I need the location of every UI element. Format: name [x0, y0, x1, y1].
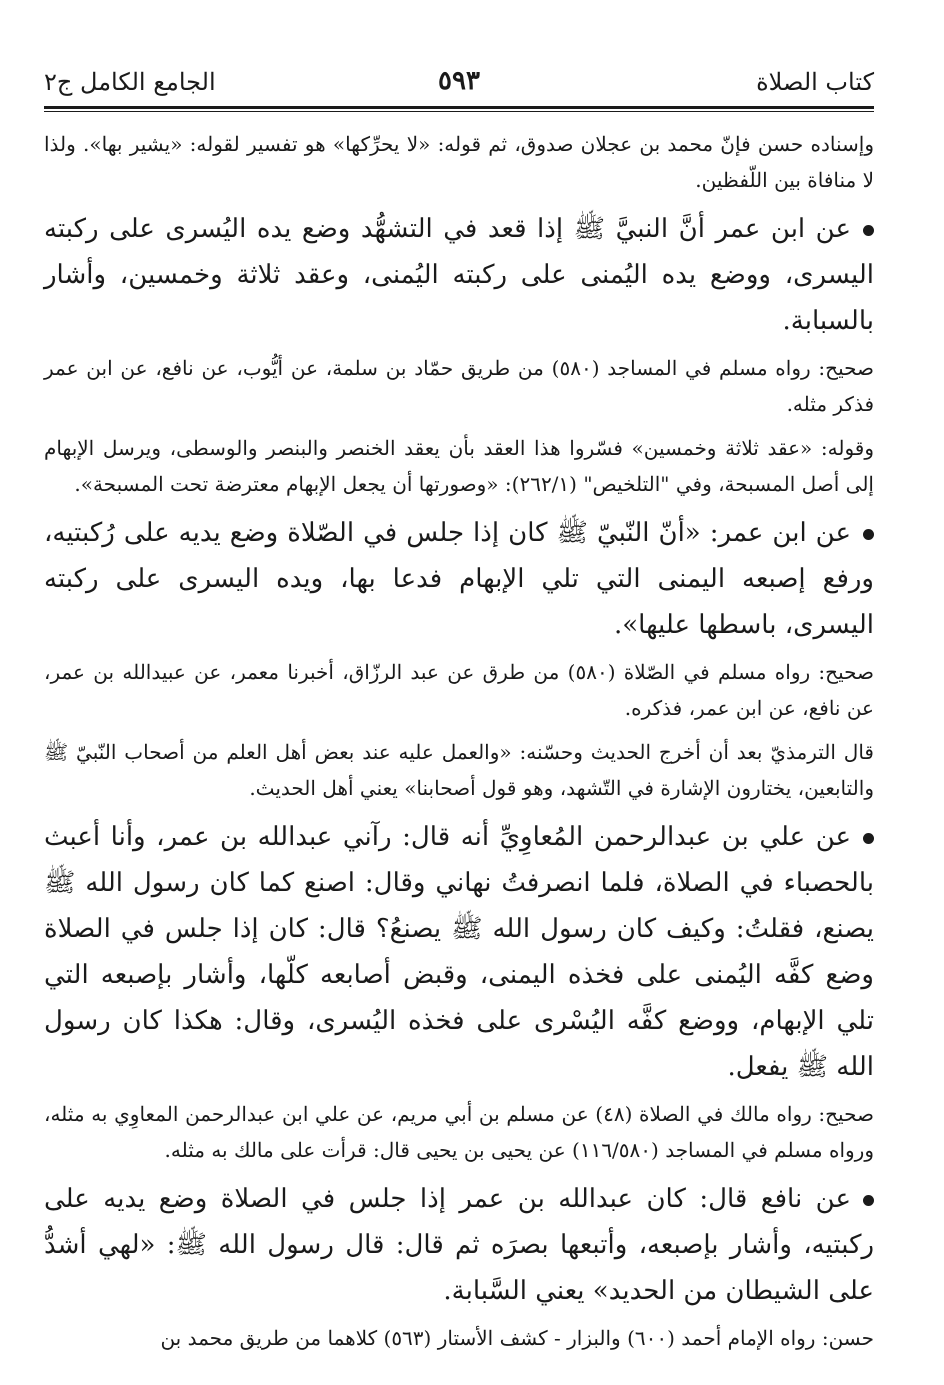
chapter-title: كتاب الصلاة — [756, 68, 874, 96]
header-rule-thin — [44, 111, 874, 112]
commentary-paragraph: حسن: رواه الإمام أحمد (٦٠٠) والبزار - كشف الأستار (٥٦٣) كلاهما من طريق محمد بن — [160, 1326, 874, 1350]
commentary-paragraph: صحيح: رواه مالك في الصلاة (٤٨) عن مسلم بن أبي مريم، عن علي ابن عبدالرحمن المعاوِي به مثله، ورواه مسلم في المساجد (١١٦/٥٨٠) عن يحيى بن يحيى قال: قرأت على مالك به مثله. — [44, 1102, 874, 1162]
bullet-icon — [863, 833, 874, 844]
commentary-paragraph: قال الترمذيّ بعد أن أخرج الحديث وحسّنه: «والعمل عليه عند بعض أهل العلم من أصحاب النّبيّ ﷺ والتابعين، يختارون الإشارة في التّشهد، وهو قول أصحابنا» يعني أهل الحديث. — [44, 740, 874, 800]
hadith-paragraph: عن ابن عمر: «أنّ النّبيّ ﷺ كان إذا جلس في الصّلاة وضع يديه على رُكبتيه، ورفع إصبعه اليمنى التي تلي الإبهام فدعا بها، ويده اليسرى على ركبته اليسرى، باسطها عليها». — [44, 518, 874, 640]
commentary-paragraph: وإسناده حسن فإنّ محمد بن عجلان صدوق، ثم قوله: «لا يحرِّكها» هو تفسير لقوله: «يشير بها». ولذا لا منافاة بين اللّفظين. — [44, 132, 874, 192]
page-body — [44, 126, 874, 1356]
bullet-icon — [863, 1195, 874, 1206]
header-rule-thick — [44, 106, 874, 109]
commentary-paragraph: صحيح: رواه مسلم في المساجد (٥٨٠) من طريق حمّاد بن سلمة، عن أيُّوب، عن نافع، عن ابن عمر فذكر مثله. — [44, 356, 874, 416]
hadith-paragraph: عن علي بن عبدالرحمن المُعاوِيِّ أنه قال: رآني عبدالله بن عمر، وأنا أعبث بالحصباء في الصلاة، فلما انصرفتُ نهاني وقال: اصنع كما كان رسول الله ﷺ يصنع، فقلتُ: وكيف كان رسول الله ﷺ يصنعُ؟ قال: كان إذا جلس في الصلاة وضع كفَّه اليُمنى على فخذه اليمنى، وقبض أصابعه كلّها، وأشار بإصبعه التي تلي الإبهام، ووضع كفَّه اليُسْرى على فخذه اليُسرى، وقال: هكذا كان رسول الله ﷺ يفعل. — [44, 822, 874, 1082]
book-title: الجامع الكامل ج٢ — [44, 68, 216, 96]
bullet-icon — [863, 225, 874, 236]
hadith-paragraph: عن نافع قال: كان عبدالله بن عمر إذا جلس في الصلاة وضع يديه على ركبتيه، وأشار بإصبعه، وأتبعها بصرَه ثم قال: قال رسول الله ﷺ: «لهي أشدُّ على الشيطان من الحديد» يعني السَّبابة. — [44, 1184, 874, 1306]
commentary-paragraph: وقوله: «عقد ثلاثة وخمسين» فسّروا هذا العقد بأن يعقد الخنصر والبنصر والوسطى، ويرسل الإبهام إلى أصل المسبحة، وفي "التلخيص" (٢٦٢/١): «وصورتها أن يجعل الإبهام معترضة تحت المسبحة». — [44, 436, 874, 496]
page-number: ٥٩٣ — [438, 66, 480, 96]
bullet-icon — [863, 529, 874, 540]
hadith-paragraph: عن ابن عمر أنَّ النبيَّ ﷺ إذا قعد في التشهُّد وضع يده اليُسرى على ركبته اليسرى، ووضع يده اليُمنى على ركبته اليُمنى، وعقد ثلاثة وخمسين، وأشار بالسبابة. — [44, 214, 874, 336]
commentary-paragraph: صحيح: رواه مسلم في الصّلاة (٥٨٠) من طرق عن عبد الرزّاق، أخبرنا معمر، عن عبيدالله بن عمر، عن نافع، عن ابن عمر، فذكره. — [44, 660, 875, 720]
running-header — [44, 62, 874, 106]
